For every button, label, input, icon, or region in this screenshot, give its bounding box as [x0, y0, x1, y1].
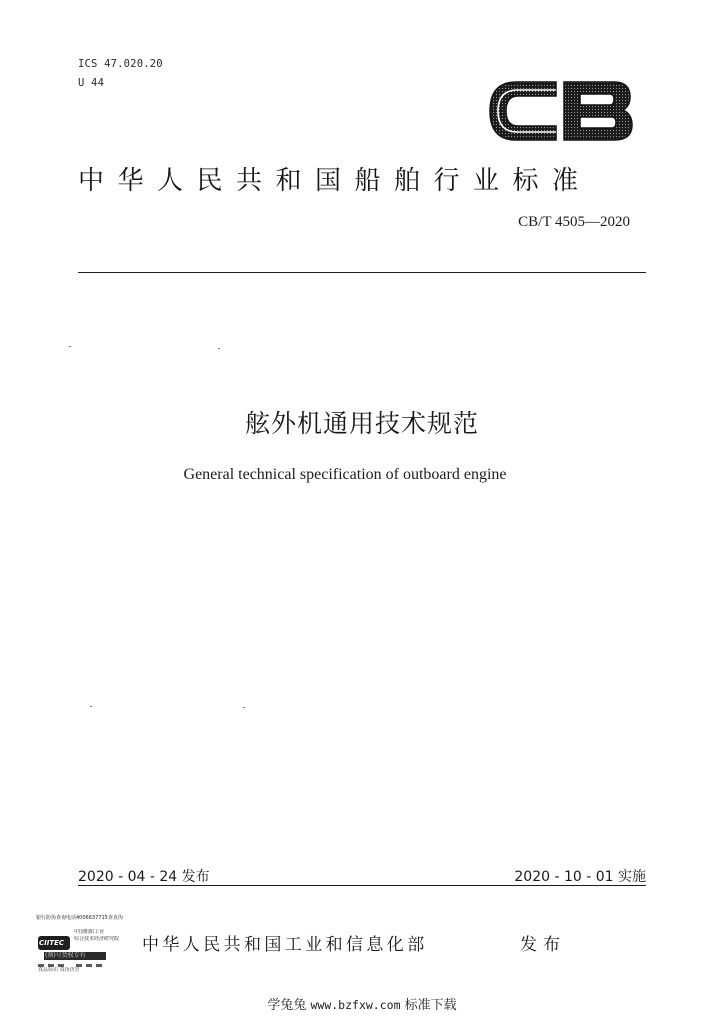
cb-logo [486, 78, 634, 144]
footer-watermark [0, 994, 724, 1013]
document-title-english: General technical specification of outboard engine [183, 466, 507, 483]
industry-standard-title: 中华人民共和国船舶行业标准 [78, 166, 592, 196]
implement-date: 2020 - 10 - 01 实施 [514, 869, 646, 885]
seal-footer: 真品标识 真伪仿冒 [38, 967, 80, 973]
scan-speck [69, 346, 71, 347]
footer-label: 标准下载 [404, 998, 457, 1013]
scan-speck [218, 348, 220, 349]
publisher-action: 发布 [520, 935, 566, 955]
seal-org-line1: 中国船舶工业 [74, 929, 105, 935]
logo-text: CB [486, 78, 488, 79]
seal-org-line2: 综合技术经济研究院 [74, 936, 120, 942]
seal-logo: CIITEC [39, 939, 65, 947]
footer-site-name: 学兔兔 [267, 998, 307, 1013]
footer-url[interactable]: www.bzfxw.com [310, 998, 401, 1012]
scan-speck [243, 707, 245, 708]
scan-speck [90, 706, 92, 707]
anti-counterfeit-seal [36, 914, 126, 974]
ics-code: ICS 47.020.20 [78, 58, 163, 70]
publisher-name: 中华人民共和国工业和信息化部 [142, 935, 428, 955]
seal-serial: (刻)号货权专有 [45, 952, 86, 959]
ccs-code: U 44 [78, 77, 105, 89]
seal-phone-line: 银行防伪查询电话4006637715查真伪 [36, 915, 123, 921]
document-title-chinese: 舷外机通用技术规范 [244, 409, 479, 438]
standard-number: CB/T 4505—2020 [518, 214, 630, 230]
date-divider [78, 885, 646, 886]
publish-date: 2020 - 04 - 24 发布 [78, 869, 210, 885]
header-divider [78, 272, 646, 273]
